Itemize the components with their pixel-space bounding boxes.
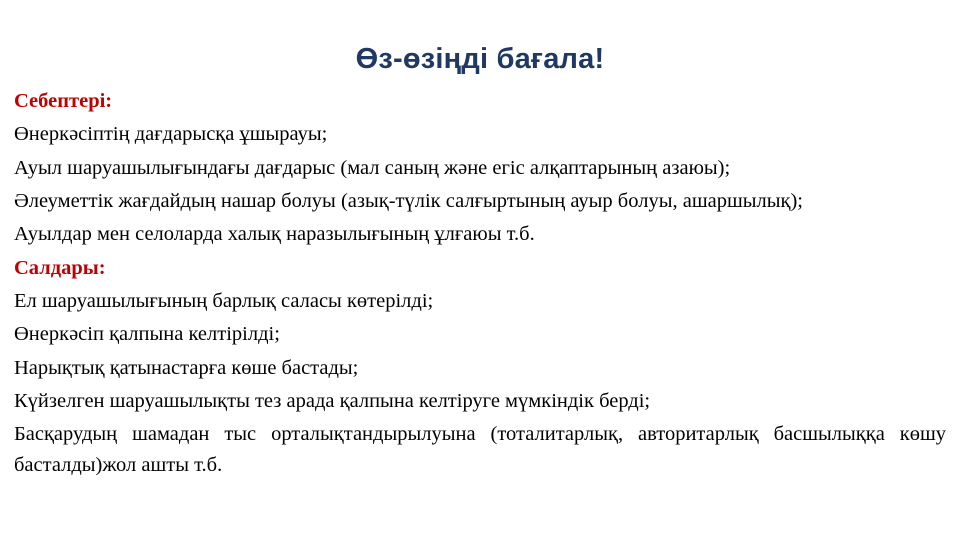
list-item: Басқарудың шамадан тыс орталықтандырылуына (тоталитарлық, авторитарлық басшылыққа көшу басталды)жол ашты т.б. <box>14 423 946 476</box>
list-item: Нарықтық қатынастарға көше бастады; <box>14 356 359 379</box>
list-item: Ауыл шаруашылығындағы дағдарыс (мал саның және егіс алқаптарының азаюы); <box>14 156 731 179</box>
list-item: Әлеуметтік жағдайдың нашар болуы (азық-түлік салғыртының ауыр болуы, ашаршылық); <box>14 189 803 212</box>
section-heading-consequences: Салдары: <box>14 256 106 279</box>
list-item: Өнеркәсіп қалпына келтірілді; <box>14 323 280 346</box>
list-item: Ел шаруашылығының барлық саласы көтерілді; <box>14 289 434 312</box>
content-body <box>14 86 946 480</box>
page-title: Өз-өзіңді бағала! <box>355 43 605 75</box>
list-item: Өнеркәсіптің дағдарысқа ұшырауы; <box>14 123 328 146</box>
list-item: Ауылдар мен селоларда халық наразылығының ұлғаюы т.б. <box>14 223 535 246</box>
section-heading-causes: Себептері: <box>14 89 113 112</box>
list-item: Күйзелген шаруашылықты тез арада қалпына келтіруге мүмкіндік берді; <box>14 389 651 412</box>
